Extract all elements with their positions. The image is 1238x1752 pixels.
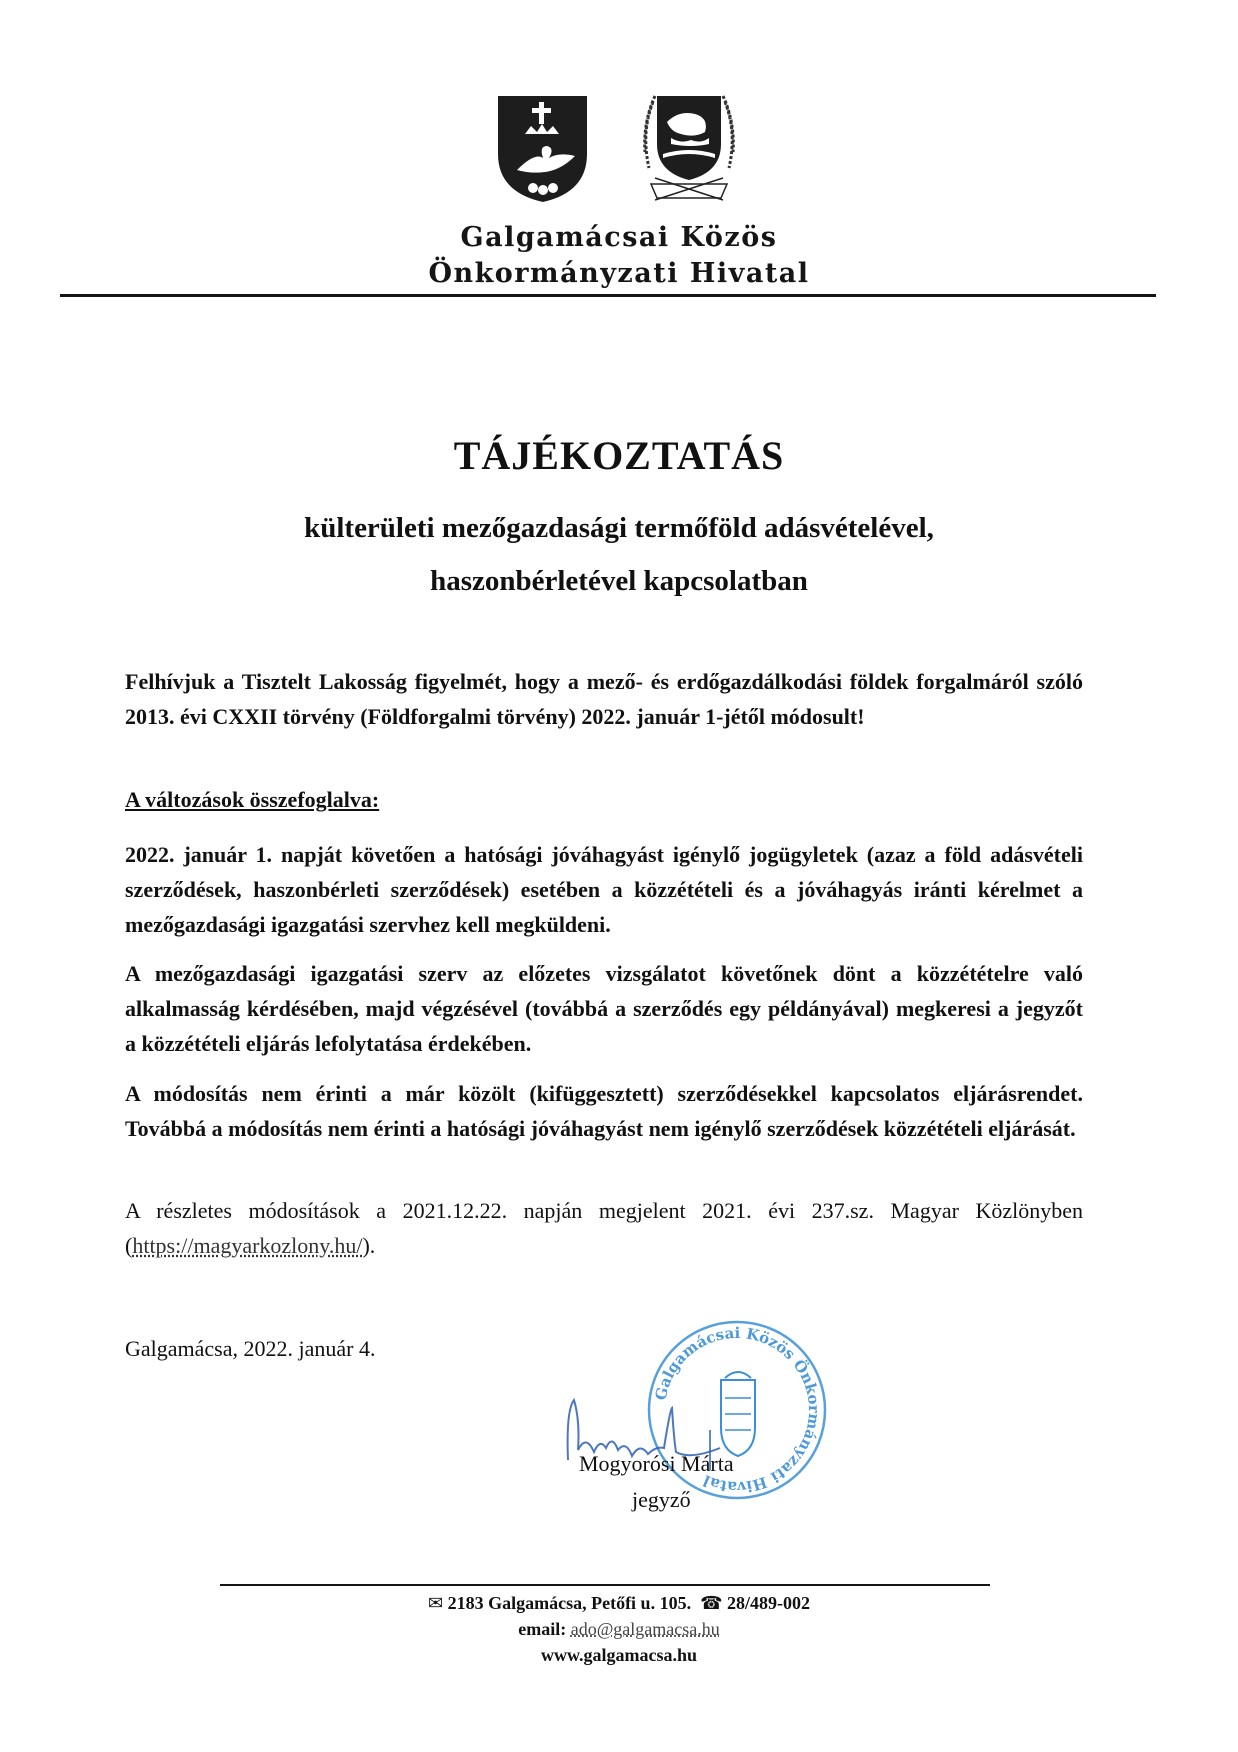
envelope-icon: ✉	[428, 1593, 444, 1613]
change-paragraph-2: A mezőgazdasági igazgatási szerv az előzetes vizsgálatot követőnek dönt a közzétételre való alkalmasság kérdésében, majd végzésével (továbbá a szerződés egy példányával) megkeresi a jegyzőt a közzétételi eljárás lefolytatása érdekében.	[125, 961, 1083, 1056]
document-subtitle-line2: haszonbérletével kapcsolatban	[430, 565, 808, 597]
organization-name-line1: Galgamácsai Közös	[460, 222, 778, 253]
document-subtitle-line1: külterületi mezőgazdasági termőföld adásvételével,	[304, 512, 934, 544]
letterhead-crests	[495, 92, 735, 204]
footer-email-line	[0, 1619, 1238, 1640]
intro-paragraph: Felhívjuk a Tisztelt Lakosság figyelmét, hogy a mező- és erdőgazdálkodási földek forgalmáról szóló 2013. évi CXXII törvény (Földforgalmi törvény) 2022. január 1-jétől módosult!	[125, 669, 1083, 729]
telephone-icon: ☎	[700, 1593, 723, 1613]
footer-email-label: email:	[518, 1619, 567, 1639]
footer-divider	[220, 1584, 990, 1586]
signatory-role: jegyző	[632, 1487, 691, 1512]
footer-address: 2183 Galgamácsa, Petőfi u. 105.	[447, 1593, 692, 1613]
galgamacsa-coat-of-arms	[498, 96, 587, 202]
magyar-kozlony-link[interactable]: https://magyarkozlony.hu/	[132, 1233, 363, 1258]
footer-website[interactable]: www.galgamacsa.hu	[540, 1645, 697, 1665]
organization-name-line2: Önkormányzati Hivatal	[428, 258, 810, 289]
document-title: TÁJÉKOZTATÁS	[453, 433, 785, 478]
place-and-date: Galgamácsa, 2022. január 4.	[125, 1336, 376, 1361]
details-suffix: ).	[362, 1233, 376, 1258]
footer-email-link[interactable]: ado@galgamacsa.hu	[570, 1619, 720, 1639]
footer-phone: 28/489-002	[727, 1593, 810, 1613]
vacegres-coat-of-arms	[645, 96, 734, 200]
header-divider	[60, 294, 1156, 297]
signatory-name: Mogyorósi Márta	[579, 1451, 734, 1476]
stamp-text: Galgamácsai Közös Önkormányzati Hivatal	[651, 1323, 824, 1497]
summary-heading: A változások összefoglalva:	[125, 787, 380, 812]
change-paragraph-1: 2022. január 1. napját követően a hatósági jóváhagyást igénylő jogügyletek (azaz a föld adásvételi szerződések, haszonbérleti szerződések) esetében a közzétételi és a jóváhagyás iránti kérelmet a mezőgazdasági igazgatási szervhez kell megküldeni.	[125, 842, 1083, 937]
change-paragraph-3: A módosítás nem érinti a már közölt (kifüggesztett) szerződésekkel kapcsolatos eljárásrendet. Továbbá a módosítás nem érinti a hatósági jóváhagyást nem igénylő szerződések közzétételi eljárását.	[125, 1081, 1083, 1141]
details-paragraph	[125, 1193, 1083, 1263]
footer-address-line	[0, 1593, 1238, 1614]
details-prefix: A részletes módosítások a 2021.12.22. napján megjelent 2021. évi 237.sz. Magyar Közlönyben (	[125, 1198, 1083, 1258]
